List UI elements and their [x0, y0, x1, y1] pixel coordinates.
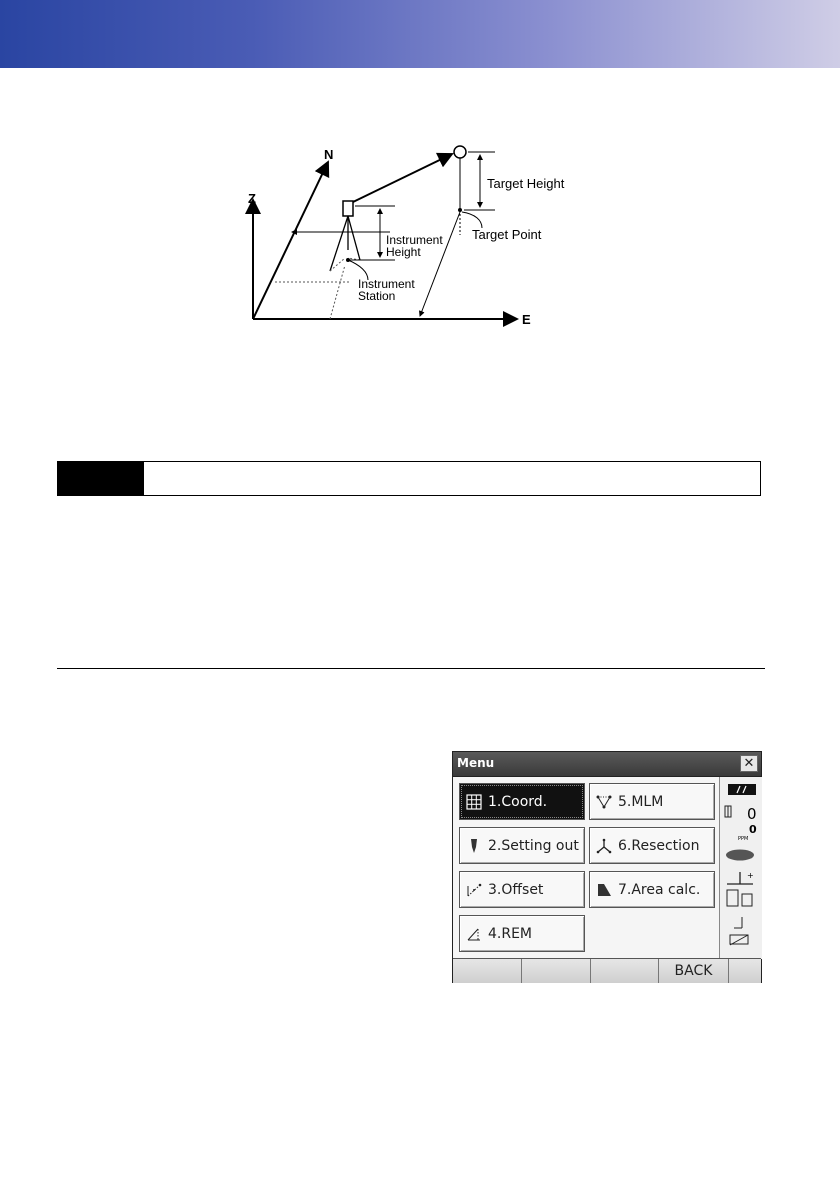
back-softkey[interactable]: BACK	[659, 959, 729, 983]
prism-icon	[725, 806, 731, 817]
battery-icon	[728, 784, 756, 795]
axis-z-label: Z	[248, 191, 256, 206]
sight-line	[353, 154, 452, 202]
close-icon: ✕	[743, 756, 755, 771]
target-point-leader	[462, 212, 482, 228]
instrument-station-label-1: Instrument	[358, 277, 415, 291]
menu-area-calc-label: 7.Area calc.	[618, 881, 701, 898]
status-icons	[720, 777, 762, 959]
svg-text:+: +	[747, 871, 754, 880]
n-axis	[253, 162, 328, 319]
setting-out-icon	[460, 836, 488, 856]
status-panel	[719, 777, 762, 959]
area-calc-icon	[590, 880, 618, 900]
target-point	[458, 208, 462, 212]
softkey-5[interactable]	[729, 959, 761, 983]
titlebar	[453, 752, 761, 777]
memory-icon	[730, 935, 748, 945]
prism-constant-value: 0	[747, 805, 757, 823]
note-bar	[57, 461, 761, 496]
softkey-3[interactable]	[591, 959, 659, 983]
window-title: Menu	[457, 756, 495, 770]
station-projection	[330, 265, 345, 319]
target-distance-line	[420, 212, 460, 316]
instrument-station-label-2: Station	[358, 289, 396, 303]
instrument-icon	[343, 201, 353, 216]
menu-resection-label: 6.Resection	[618, 837, 700, 854]
coordinate-diagram	[220, 140, 600, 340]
menu-rem-label: 4.REM	[488, 925, 533, 942]
target-prism-icon	[454, 146, 466, 158]
tripod-leg	[348, 216, 360, 260]
menu-coord-label: 1.Coord.	[488, 793, 548, 810]
resection-icon	[590, 836, 618, 856]
menu-offset-button[interactable]	[459, 871, 585, 908]
softkey-1[interactable]	[453, 959, 522, 983]
input-mode-icon	[734, 917, 742, 928]
offset-icon	[460, 880, 488, 900]
menu-setting-out-label: 2.Setting out	[488, 837, 579, 854]
target-point-label: Target Point	[472, 227, 542, 242]
softkey-2[interactable]	[522, 959, 591, 983]
menu-setting-out-button[interactable]	[459, 827, 585, 864]
ppm-value: 0	[749, 823, 757, 836]
device-screen	[452, 751, 762, 983]
menu-mlm-button[interactable]	[589, 783, 715, 820]
header-band	[0, 0, 840, 68]
laser-pointer-icon	[726, 850, 754, 861]
communication-icon	[727, 890, 752, 906]
menu-mlm-label: 5.MLM	[618, 793, 664, 810]
rem-icon	[460, 924, 488, 944]
axis-e-label: E	[522, 312, 531, 327]
axis-n-label: N	[324, 147, 334, 162]
menu-coord-button[interactable]	[459, 783, 585, 820]
menu-resection-button[interactable]	[589, 827, 715, 864]
target-height-label: Target Height	[487, 176, 565, 191]
softkey-bar	[453, 958, 761, 983]
instrument-height-label-1: Instrument	[386, 233, 443, 247]
note-tab	[58, 462, 144, 495]
menu-area	[453, 777, 719, 959]
tilt-icon	[727, 871, 754, 884]
close-button[interactable]	[740, 755, 758, 772]
menu-rem-button[interactable]	[459, 915, 585, 952]
coord-grid-icon	[460, 792, 488, 812]
mlm-icon	[590, 792, 618, 812]
menu-area-calc-button[interactable]	[589, 871, 715, 908]
section-divider	[57, 668, 765, 669]
instrument-height-label-2: Height	[386, 245, 421, 259]
menu-offset-label: 3.Offset	[488, 881, 544, 898]
ppm-label: PPM	[738, 836, 749, 842]
